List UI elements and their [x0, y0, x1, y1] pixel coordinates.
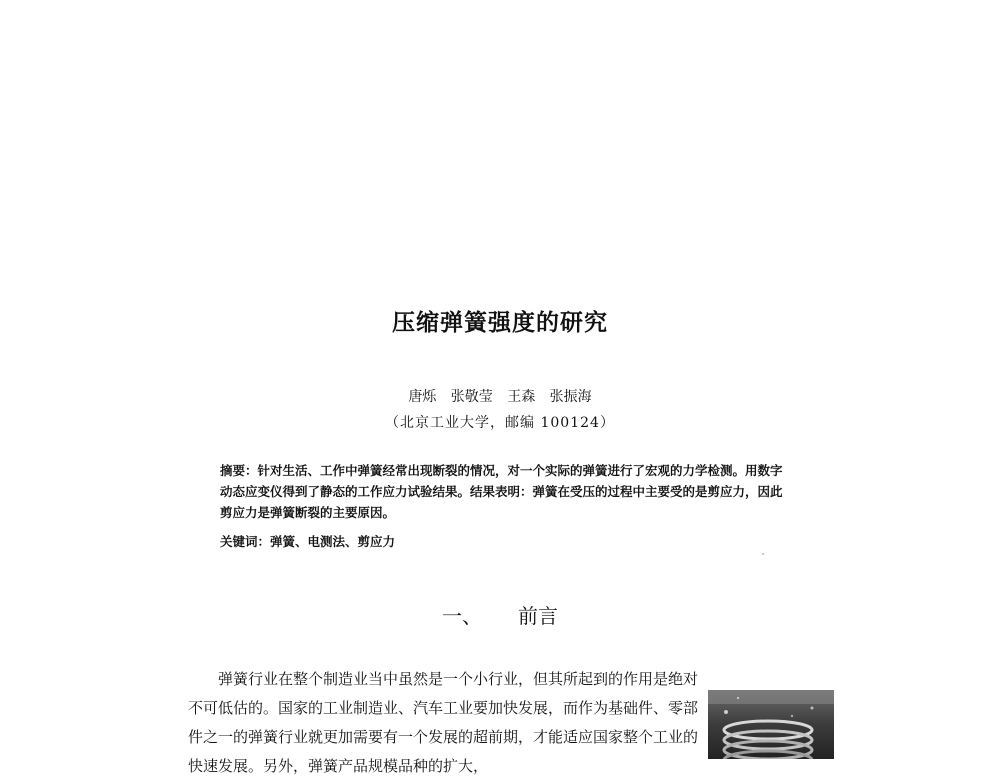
affiliation: （北京工业大学，邮编 100124）: [385, 415, 615, 431]
section-number: 一、: [442, 604, 482, 628]
section-heading: [0, 600, 1000, 629]
body-text: [188, 665, 700, 781]
abstract: [220, 460, 788, 523]
body-paragraph: 弹簧行业在整个制造业当中虽然是一个小行业，但其所起到的作用是绝对不可低估的。国家的工业制造业、汽车工业要加快发展，而作为基础件、零部件之一的弹簧行业就更加需要有一个发展的超前期，才能适应国家整个工业的快速发展。另外，弹簧产品规模品种的扩大，: [188, 670, 699, 775]
abstract-text: 针对生活、工作中弹簧经常出现断裂的情况，对一个实际的弹簧进行了宏观的力学检测。用数字动态应变仪得到了静态的工作应力试验结果。结果表明：弹簧在受压的过程中主要受的是剪应力，因此剪应力是弹簧断裂的主要原因。: [220, 463, 783, 520]
keywords-text: 弹簧、电测法、剪应力: [270, 534, 396, 549]
paper-title: 压缩弹簧强度的研究: [392, 310, 608, 336]
scan-speck: [762, 553, 764, 555]
spring-photo-icon: [708, 690, 834, 759]
author-list: 唐烁 张敬莹 王森 张振海: [408, 389, 592, 405]
keywords: [220, 532, 788, 550]
keywords-label: 关键词：: [220, 534, 271, 549]
section-title: 前言: [518, 604, 558, 628]
abstract-label: 摘要：: [220, 463, 258, 478]
